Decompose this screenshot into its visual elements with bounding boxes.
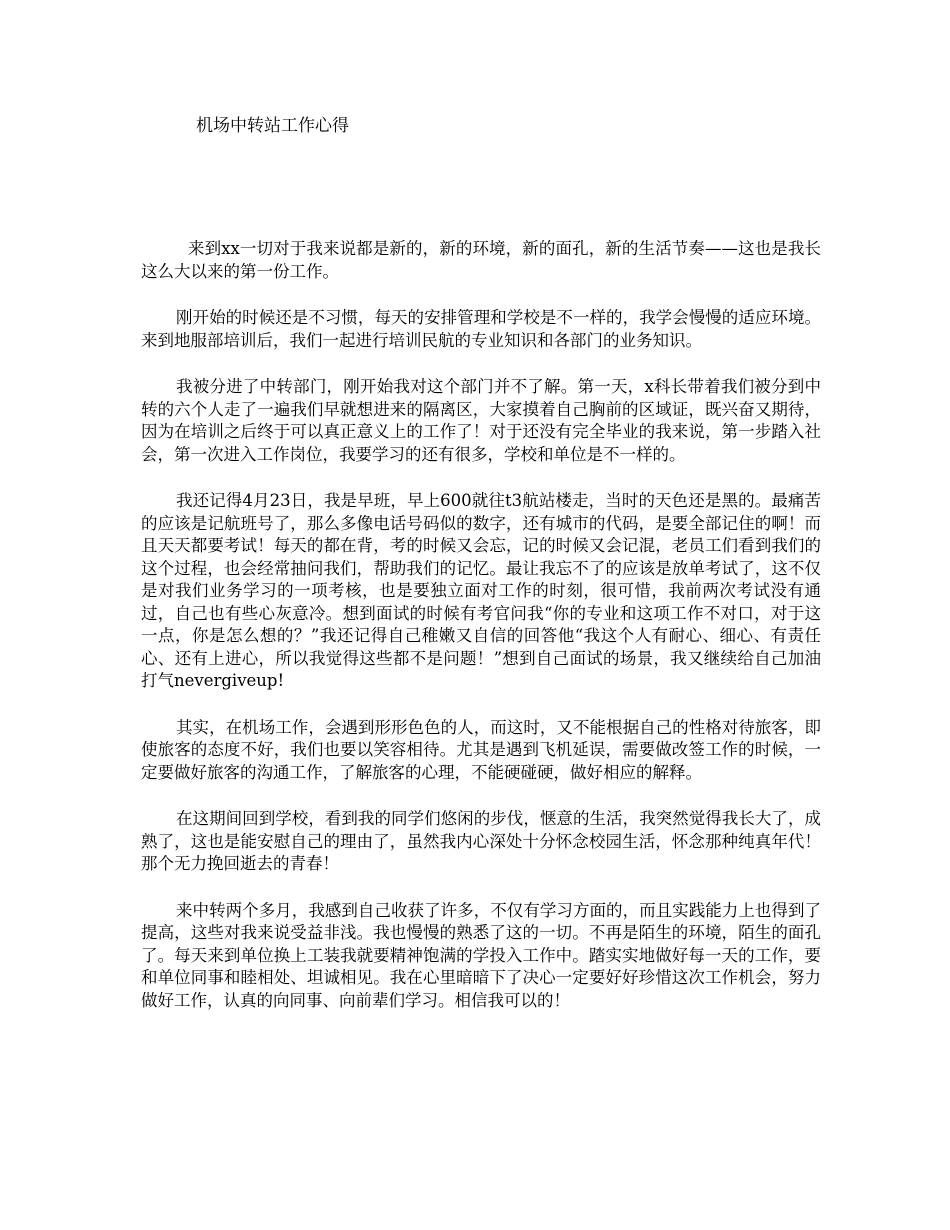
document-title: 机场中转站工作心得 [196,116,349,136]
document-body [141,238,821,1036]
paragraph-7: 来中转两个多月，我感到自己收获了许多，不仅有学习方面的，而且实践能力上也得到了提高，这些对我来说受益非浅。我也慢慢的熟悉了这的一切。不再是陌生的环境，陌生的面孔了。每天来到单位换上工装我就要精神饱满的学投入工作中。踏实实地做好每一天的工作，要和单位同事和睦相处、坦诚相见。我在心里暗暗下了决心一定要好好珍惜这次工作机会，努力做好工作，认真的向同事、向前辈们学习。相信我可以的！ [141,900,821,1010]
paragraph-2: 刚开始的时候还是不习惯，每天的安排管理和学校是不一样的，我学会慢慢的适应环境。来到地服部培训后，我们一起进行培训民航的专业知识和各部门的业务知识。 [141,308,821,350]
paragraph-5: 其实，在机场工作，会遇到形形色色的人，而这时，又不能根据自己的性格对待旅客，即使旅客的态度不好，我们也要以笑容相待。尤其是遇到飞机延误，需要做改签工作的时候，一定要做好旅客的沟通工作，了解旅客的心理，不能硬碰硬，做好相应的解释。 [141,717,821,782]
paragraph-4: 我还记得4月23日，我是早班，早上600就往t3航站楼走，当时的天色还是黑的。最痛苦的应该是记航班号了，那么多像电话号码似的数字，还有城市的代码，是要全部记住的啊！而且天天都要考试！每天的都在背，考的时候又会忘，记的时候又会记混，老员工们看到我们的这个过程，也会经常抽问我们，帮助我们的记忆。最让我忘不了的应该是放单考试了，这不仅是对我们业务学习的一项考核，也是要独立面对工作的时刻，很可惜，我前两次考试没有通过，自己也有些心灰意冷。想到面试的时候有考官问我“你的专业和这项工作不对口，对于这一点，你是怎么想的？”我还记得自己稚嫩又自信的回答他“我这个人有耐心、细心、有责任心、还有上进心，所以我觉得这些都不是问题！”想到自己面试的场景，我又继续给自己加油打气nevergiveup! [141,491,821,690]
paragraph-6: 在这期间回到学校，看到我的同学们悠闲的步伐，惬意的生活，我突然觉得我长大了，成熟了，这也是能安慰自己的理由了，虽然我内心深处十分怀念校园生活，怀念那种纯真年代！那个无力挽回逝去的青春！ [141,809,821,873]
paragraph-3: 我被分进了中转部门，刚开始我对这个部门并不了解。第一天，x科长带着我们被分到中转的六个人走了一遍我们早就想进来的隔离区，大家摸着自己胸前的区域证，既兴奋又期待，因为在培训之后终于可以真正意义上的工作了！对于还没有完全毕业的我来说，第一步踏入社会，第一次进入工作岗位，我要学习的还有很多，学校和单位是不一样的。 [141,377,821,464]
paragraph-1: 来到xx一切对于我来说都是新的，新的环境，新的面孔，新的生活节奏——这也是我长这么大以来的第一份工作。 [141,239,821,281]
